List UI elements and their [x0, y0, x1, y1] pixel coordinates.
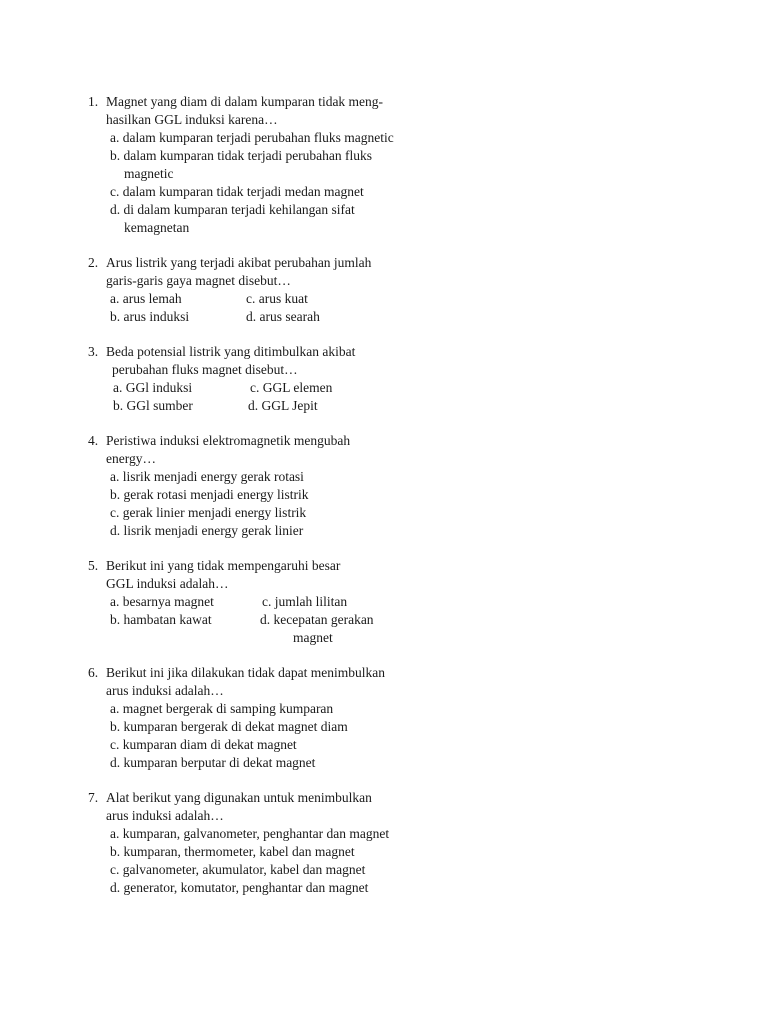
question-number: 6. [88, 665, 99, 680]
question-number: 2. [88, 255, 99, 270]
option-c: c. kumparan diam di dekat magnet [110, 737, 297, 752]
question-stem-line: Beda potensial listrik yang ditimbulkan akibat [106, 344, 356, 359]
question-stem-line: Magnet yang diam di dalam kumparan tidak meng- [106, 94, 384, 109]
question-stem-line: Alat berikut yang digunakan untuk menimbulkan [106, 790, 372, 805]
option-b: b. GGl sumber [113, 398, 193, 413]
option-c: c. GGL elemen [250, 380, 333, 395]
option-a: a. dalam kumparan terjadi perubahan fluks magnetic [110, 130, 394, 145]
option-a: a. besarnya magnet [110, 594, 214, 609]
option-b: b. arus induksi [110, 309, 190, 324]
option-c: c. galvanometer, akumulator, kabel dan magnet [110, 862, 366, 877]
question-number: 1. [88, 94, 99, 109]
option-d: d. kecepatan gerakan [260, 612, 374, 627]
option-a: a. lisrik menjadi energy gerak rotasi [110, 469, 304, 484]
option-c: c. gerak linier menjadi energy listrik [110, 505, 307, 520]
question-stem-line: Peristiwa induksi elektromagnetik mengubah [106, 433, 351, 448]
option-d: d. lisrik menjadi energy gerak linier [110, 523, 304, 538]
question-stem-line: hasilkan GGL induksi karena… [106, 112, 278, 127]
option-c: c. dalam kumparan tidak terjadi medan magnet [110, 184, 364, 199]
option-d: d. generator, komutator, penghantar dan magnet [110, 880, 369, 895]
option-c: c. jumlah lilitan [262, 594, 348, 609]
option-a: a. kumparan, galvanometer, penghantar dan magnet [110, 826, 390, 841]
option-a: a. magnet bergerak di samping kumparan [110, 701, 334, 716]
option-b: b. hambatan kawat [110, 612, 212, 627]
question-stem-line: energy… [106, 451, 156, 466]
question-number: 5. [88, 558, 99, 573]
option-d: d. arus searah [246, 309, 320, 324]
question-stem-line: Berikut ini jika dilakukan tidak dapat menimbulkan [106, 665, 385, 680]
option-d: d. kumparan berputar di dekat magnet [110, 755, 316, 770]
option-d: d. GGL Jepit [248, 398, 318, 413]
option-b: b. dalam kumparan tidak terjadi perubahan fluks [110, 148, 373, 163]
question-stem-line: arus induksi adalah… [106, 808, 224, 823]
option-a: a. GGl induksi [113, 380, 193, 395]
question-stem-line: GGL induksi adalah… [106, 576, 229, 591]
option-d-continued: magnet [293, 630, 333, 645]
question-stem-line: perubahan fluks magnet disebut… [112, 362, 298, 377]
question-stem-line: garis-garis gaya magnet disebut… [106, 273, 291, 288]
option-b: b. gerak rotasi menjadi energy listrik [110, 487, 309, 502]
option-d-continued: kemagnetan [124, 220, 190, 235]
option-a: a. arus lemah [110, 291, 182, 306]
option-b: b. kumparan, thermometer, kabel dan magnet [110, 844, 355, 859]
question-number: 7. [88, 790, 99, 805]
question-number: 3. [88, 344, 99, 359]
option-b: b. kumparan bergerak di dekat magnet diam [110, 719, 348, 734]
question-stem-line: Arus listrik yang terjadi akibat perubahan jumlah [106, 255, 372, 270]
question-stem-line: Berikut ini yang tidak mempengaruhi besar [106, 558, 341, 573]
option-d: d. di dalam kumparan terjadi kehilangan sifat [110, 202, 355, 217]
option-b-continued: magnetic [124, 166, 174, 181]
question-number: 4. [88, 433, 99, 448]
option-c: c. arus kuat [246, 291, 308, 306]
question-stem-line: arus induksi adalah… [106, 683, 224, 698]
